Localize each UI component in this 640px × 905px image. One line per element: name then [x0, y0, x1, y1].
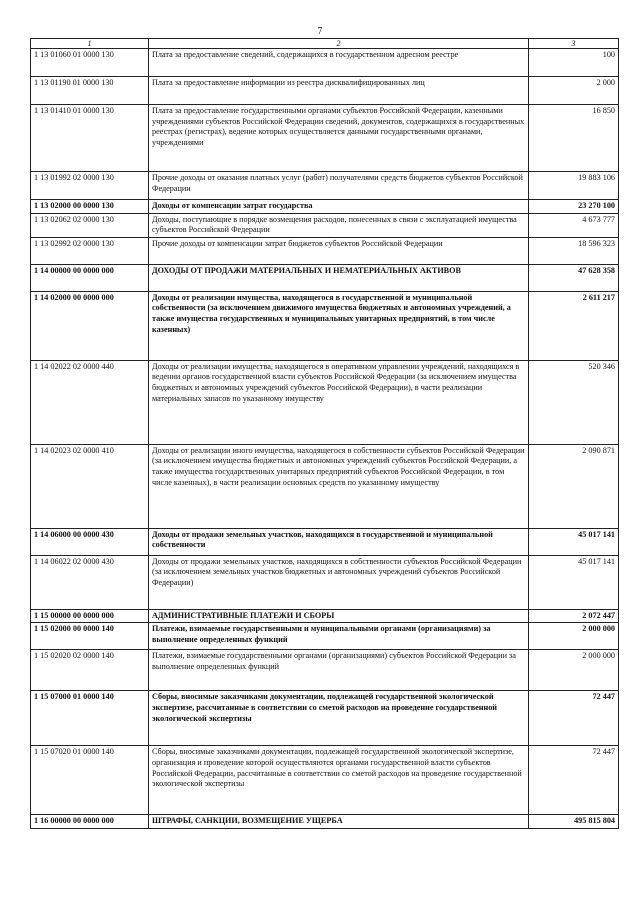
row-amount: 2 000: [529, 77, 619, 105]
row-code: 1 15 02000 00 0000 140: [31, 623, 149, 650]
row-code: 1 13 02062 02 0000 130: [31, 213, 149, 237]
row-name: АДМИНИСТРАТИВНЫЕ ПЛАТЕЖИ И СБОРЫ: [149, 609, 529, 623]
row-amount: 2 000 000: [529, 650, 619, 691]
row-amount: 45 017 141: [529, 555, 619, 609]
table-row: [31, 815, 619, 829]
row-code: 1 15 07000 01 0000 140: [31, 691, 149, 746]
table-row: [31, 213, 619, 237]
table-row: [31, 444, 619, 528]
table-row: [31, 105, 619, 172]
row-amount: 18 596 323: [529, 237, 619, 264]
column-header-amount: 3: [529, 39, 619, 49]
row-name: Доходы от реализации иного имущества, находящегося в собственности субъектов Российской Федерации (за исключением имущества бюджетных и автономных учреждений субъектов Российской Федерации, а также имущества государственных унитарных предприятий субъектов Российской Федерации, в том числе казенных), в части реализации основных средств по указанному имуществу: [149, 444, 529, 528]
table-row: [31, 49, 619, 77]
row-code: 1 14 06022 02 0000 430: [31, 555, 149, 609]
table-row: [31, 650, 619, 691]
page-number: 7: [317, 26, 323, 37]
row-name: ШТРАФЫ, САНКЦИИ, ВОЗМЕЩЕНИЕ УЩЕРБА: [149, 815, 529, 829]
row-code: 1 13 02992 02 0000 130: [31, 237, 149, 264]
table-row: [31, 528, 619, 555]
row-name: Платежи, взимаемые государственными органами (организациями) субъектов Российской Федерации за выполнение определенных функций: [149, 650, 529, 691]
row-code: 1 13 01190 01 0000 130: [31, 77, 149, 105]
row-code: 1 15 00000 00 0000 000: [31, 609, 149, 623]
row-amount: 100: [529, 49, 619, 77]
table-row: [31, 264, 619, 291]
row-code: 1 14 02022 02 0000 440: [31, 360, 149, 444]
row-name: Сборы, вносимые заказчиками документации, подлежащей государственной экологической экспертизе, организация и проведение которой осуществляются органами государственной власти субъектов Российской Федерации, рассчитанные в соответствии со сметой расходов на проведение государственной экологической экспертизы: [149, 746, 529, 815]
row-name: Плата за предоставление государственными органами субъектов Российской Федерации, казенными учреждениями субъектов Российской Федерации сведений, документов, содержащихся в государственных реестрах (регистрах), ведение которых осуществляется данными государственными органами, учреждениями: [149, 105, 529, 172]
row-amount: 2 090 871: [529, 444, 619, 528]
row-code: 1 14 02000 00 0000 000: [31, 291, 149, 360]
table-row: [31, 691, 619, 746]
table-row: [31, 609, 619, 623]
row-code: 1 15 07020 01 0000 140: [31, 746, 149, 815]
row-name: Платежи, взимаемые государственными и муниципальными органами (организациями) за выполнение определенных функций: [149, 623, 529, 650]
row-name: Сборы, вносимые заказчиками документации, подлежащей государственной экологической экспертизе, рассчитанные в соответствии со сметой расходов на проведение государственной экологической экспертизы: [149, 691, 529, 746]
table-row: [31, 237, 619, 264]
row-code: 1 13 01410 01 0000 130: [31, 105, 149, 172]
row-name: Доходы от компенсации затрат государства: [149, 200, 529, 214]
row-amount: 16 850: [529, 105, 619, 172]
row-amount: 2 072 447: [529, 609, 619, 623]
row-code: 1 14 02023 02 0000 410: [31, 444, 149, 528]
table-row: [31, 172, 619, 200]
row-code: 1 14 06000 00 0000 430: [31, 528, 149, 555]
row-amount: 72 447: [529, 691, 619, 746]
row-name: ДОХОДЫ ОТ ПРОДАЖИ МАТЕРИАЛЬНЫХ И НЕМАТЕРИАЛЬНЫХ АКТИВОВ: [149, 264, 529, 291]
row-amount: 2 000 000: [529, 623, 619, 650]
row-amount: 495 815 804: [529, 815, 619, 829]
column-header-code: 1: [31, 39, 149, 49]
row-name: Доходы от реализации имущества, находящегося в оперативном управлении учреждений, находящихся в ведении органов государственной власти субъектов Российской Федерации (за исключением имущества бюджетных и автономных учреждений субъектов Российской Федерации), в части реализации материальных запасов по указанному имуществу: [149, 360, 529, 444]
row-name: Доходы от продажи земельных участков, находящихся в государственной и муниципальной собственности: [149, 528, 529, 555]
row-amount: 520 346: [529, 360, 619, 444]
table-row: [31, 746, 619, 815]
row-code: 1 13 01060 01 0000 130: [31, 49, 149, 77]
row-name: Доходы от реализации имущества, находящегося в государственной и муниципальной собственности (за исключением движимого имущества бюджетных и автономных учреждений, а также имущества государственных и муниципальных унитарных предприятий, в том числе казенных): [149, 291, 529, 360]
column-header-name: 2: [149, 39, 529, 49]
row-code: 1 13 01992 02 0000 130: [31, 172, 149, 200]
row-amount: 72 447: [529, 746, 619, 815]
table-row: [31, 77, 619, 105]
row-name: Плата за предоставление сведений, содержащихся в государственном адресном реестре: [149, 49, 529, 77]
row-amount: 45 017 141: [529, 528, 619, 555]
row-amount: 47 628 358: [529, 264, 619, 291]
table-header-row: [31, 39, 619, 49]
row-amount: 2 611 217: [529, 291, 619, 360]
row-name: Прочие доходы от компенсации затрат бюджетов субъектов Российской Федерации: [149, 237, 529, 264]
table-row: [31, 623, 619, 650]
row-amount: 19 883 106: [529, 172, 619, 200]
budget-revenue-table: [30, 38, 619, 829]
table-row: [31, 360, 619, 444]
row-code: 1 13 02000 00 0000 130: [31, 200, 149, 214]
table-row: [31, 291, 619, 360]
row-code: 1 15 02020 02 0000 140: [31, 650, 149, 691]
row-name: Прочие доходы от оказания платных услуг (работ) получателями средств бюджетов субъектов Российской Федерации: [149, 172, 529, 200]
row-code: 1 16 00000 00 0000 000: [31, 815, 149, 829]
table-row: [31, 200, 619, 214]
table-row: [31, 555, 619, 609]
row-amount: 4 673 777: [529, 213, 619, 237]
row-name: Доходы от продажи земельных участков, находящихся в собственности субъектов Российской Федерации (за исключением земельных участков бюджетных и автономных учреждений субъектов Российской Федерации): [149, 555, 529, 609]
row-amount: 23 270 100: [529, 200, 619, 214]
row-code: 1 14 00000 00 0000 000: [31, 264, 149, 291]
row-name: Плата за предоставление информации из реестра дисквалифицированных лиц: [149, 77, 529, 105]
row-name: Доходы, поступающие в порядке возмещения расходов, понесенных в связи с эксплуатацией имущества субъектов Российской Федерации: [149, 213, 529, 237]
